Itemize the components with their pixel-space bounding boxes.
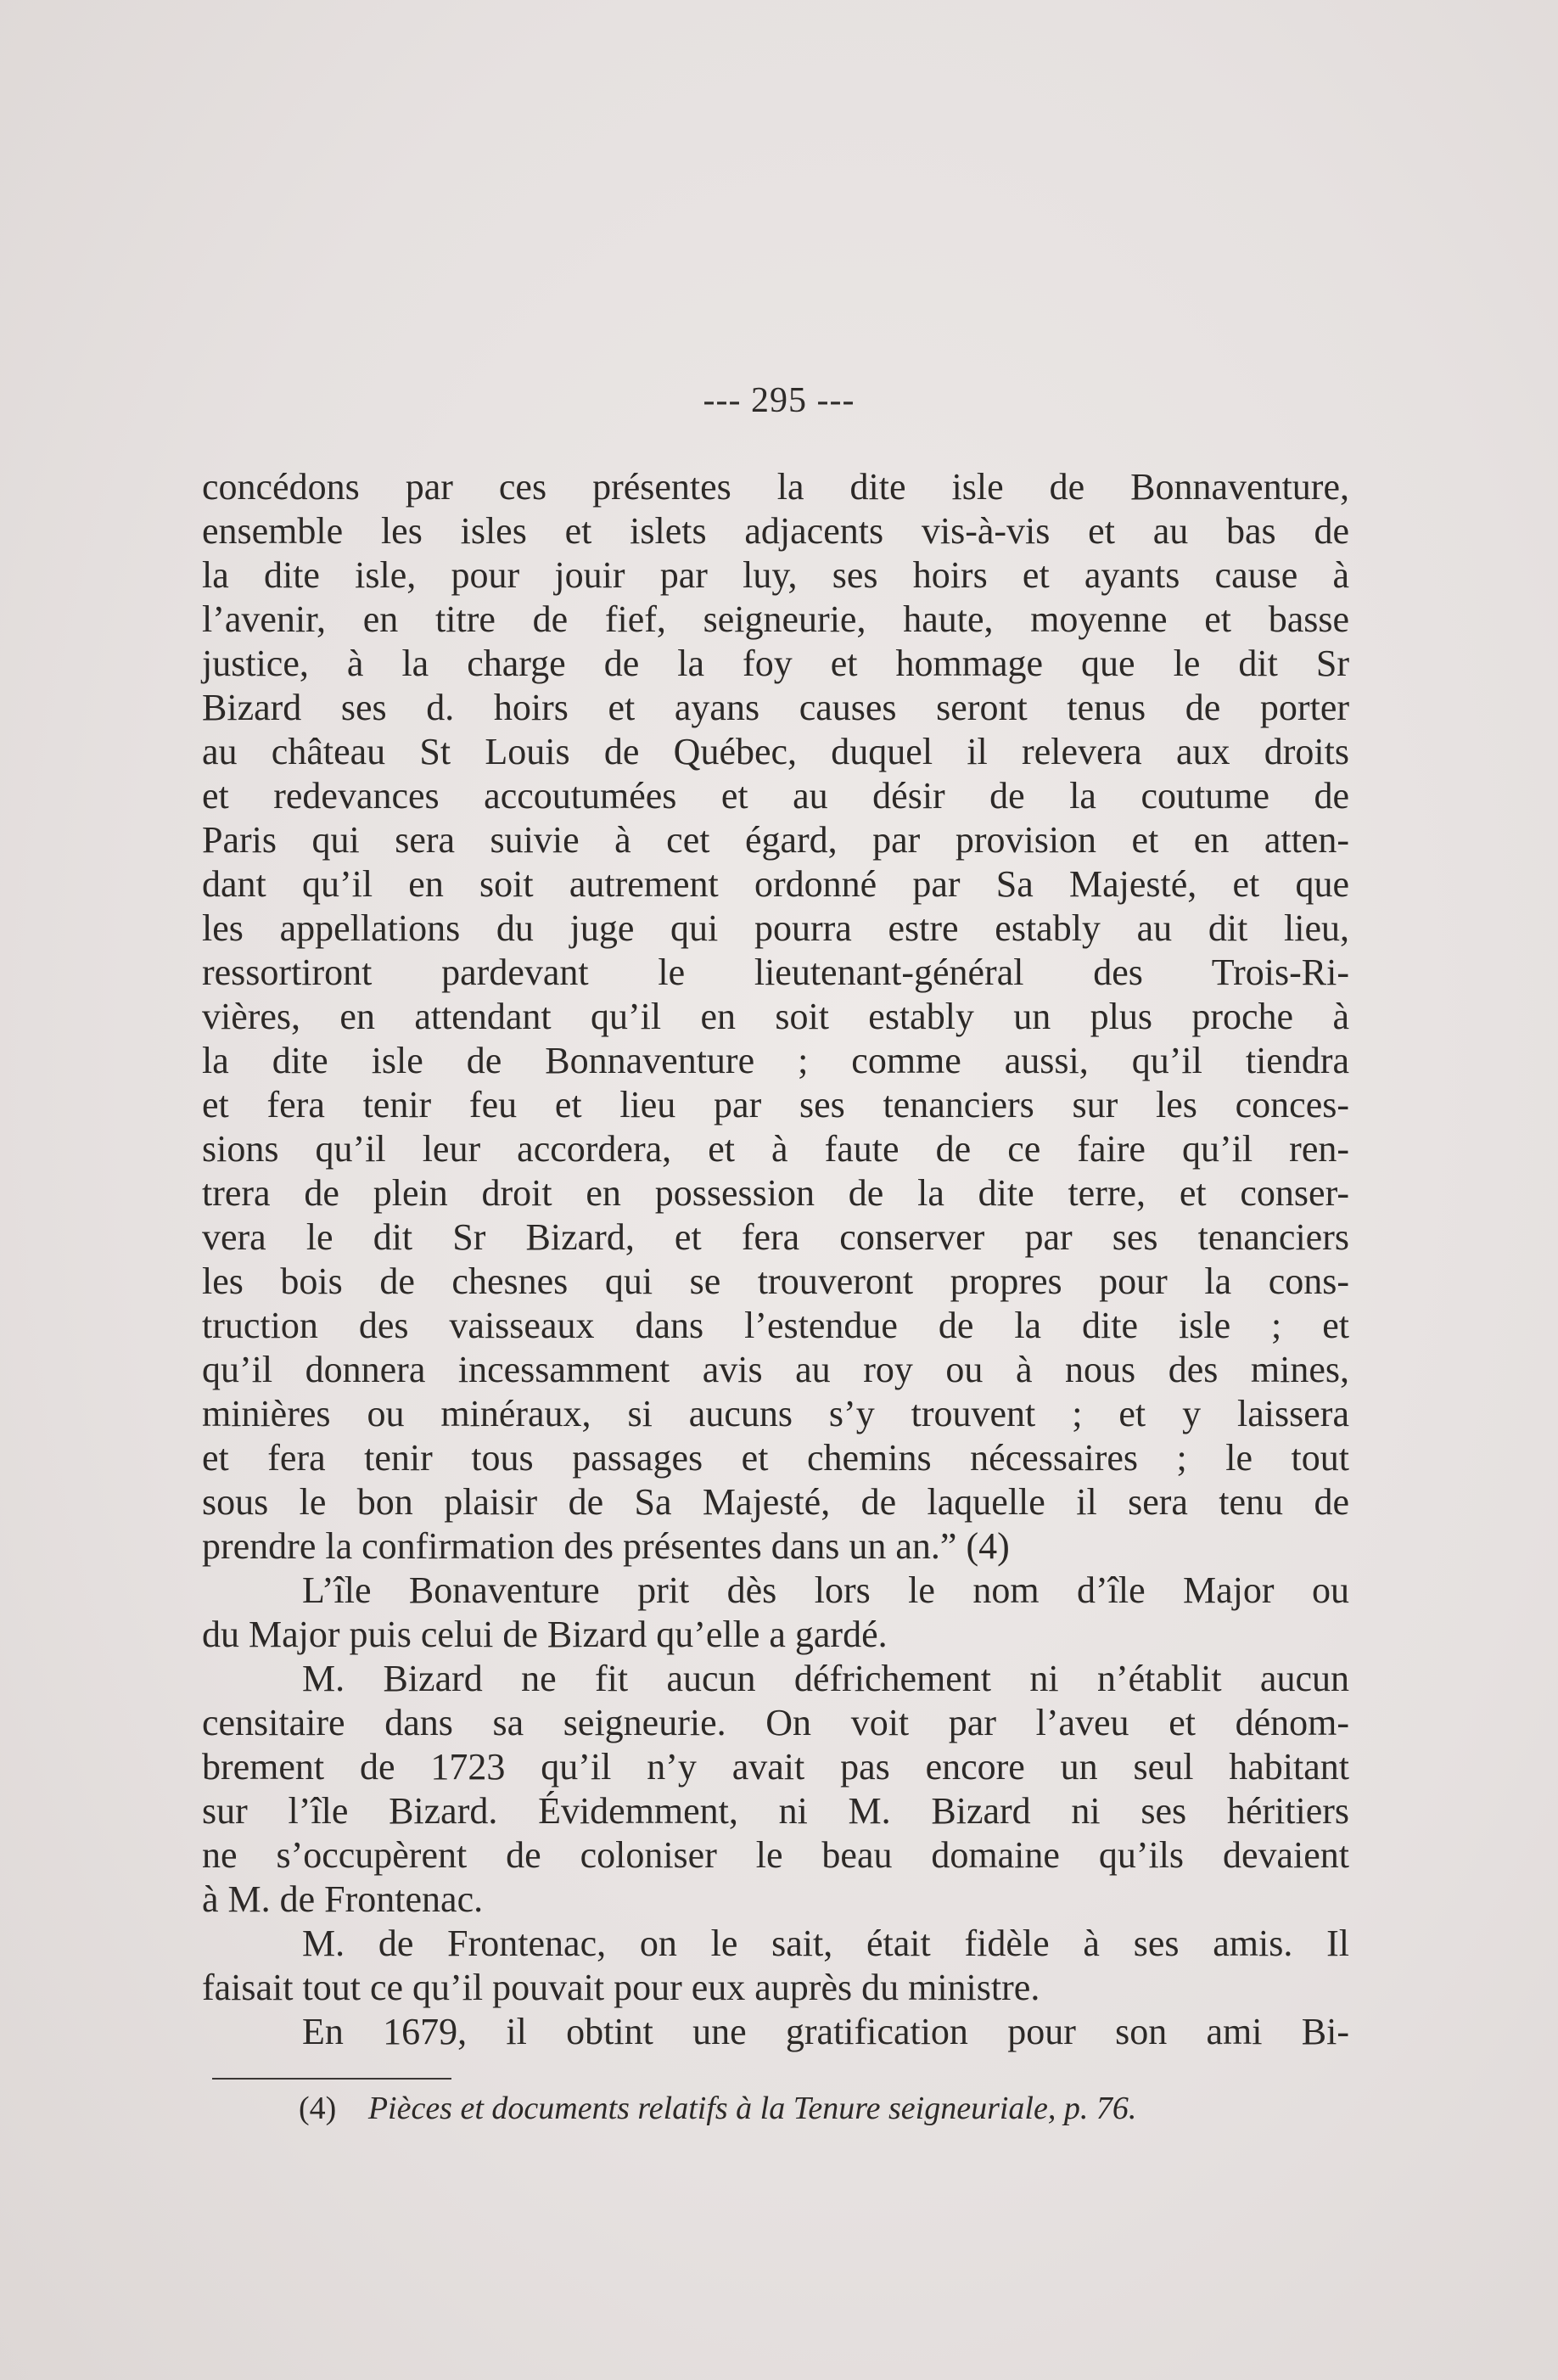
text-line: sions qu’il leur accordera, et à faute de ce faire qu’il ren- xyxy=(202,1128,1349,1170)
text-line: prendre la confirmation des présentes dans un an.” (4) xyxy=(202,1525,1010,1567)
text-line: minières ou minéraux, si aucuns s’y trouvent ; et y laissera xyxy=(202,1393,1349,1434)
text-line: M. de Frontenac, on le sait, était fidèle à ses amis. Il xyxy=(302,1923,1349,1964)
text-line: du Major puis celui de Bizard qu’elle a gardé. xyxy=(202,1614,888,1655)
text-line: la dite isle, pour jouir par luy, ses hoirs et ayants cause à xyxy=(202,554,1349,596)
text-line: dant qu’il en soit autrement ordonné par Sa Majesté, et que xyxy=(202,863,1349,905)
footnote xyxy=(299,2088,1136,2129)
body-text xyxy=(202,465,1349,2054)
text-line: l’avenir, en titre de fief, seigneurie, haute, moyenne et basse xyxy=(202,598,1349,640)
text-line: ne s’occupèrent de coloniser le beau domaine qu’ils devaient xyxy=(202,1834,1349,1876)
text-line: sur l’île Bizard. Évidemment, ni M. Bizard ni ses héritiers xyxy=(202,1790,1349,1832)
text-line: les bois de chesnes qui se trouveront propres pour la cons- xyxy=(202,1260,1349,1302)
text-line: censitaire dans sa seigneurie. On voit par l’aveu et dénom- xyxy=(202,1702,1349,1743)
text-line: vières, en attendant qu’il en soit estably un plus proche à xyxy=(202,996,1349,1037)
text-line: au château St Louis de Québec, duquel il relevera aux droits xyxy=(202,731,1349,772)
text-line: faisait tout ce qu’il pouvait pour eux auprès du ministre. xyxy=(202,1967,1040,2008)
text-line: Paris qui sera suivie à cet égard, par provision et en atten- xyxy=(202,819,1349,861)
text-line: L’île Bonaventure prit dès lors le nom d’île Major ou xyxy=(302,1569,1349,1611)
text-line: et redevances accoutumées et au désir de la coutume de xyxy=(202,775,1349,817)
text-line: concédons par ces présentes la dite isle de Bonnaventure, xyxy=(202,466,1349,508)
footnote-text: Pièces et documents relatifs à la Tenure seigneuriale, p. 76. xyxy=(367,2091,1137,2126)
paragraph-bizard-seigneurie xyxy=(202,1657,1349,1922)
text-line: M. Bizard ne fit aucun défrichement ni n’établit aucun xyxy=(302,1658,1349,1699)
paragraph-frontenac xyxy=(202,1922,1349,2010)
text-line: sous le bon plaisir de Sa Majesté, de laquelle il sera tenu de xyxy=(202,1481,1349,1523)
text-line: truction des vaisseaux dans l’estendue de la dite isle ; et xyxy=(202,1305,1349,1346)
footnote-marker: (4) xyxy=(299,2091,337,2126)
text-line: justice, à la charge de la foy et hommage que le dit Sr xyxy=(202,643,1349,684)
text-line: trera de plein droit en possession de la dite terre, et conser- xyxy=(202,1172,1349,1214)
text-line: ressortiront pardevant le lieutenant-général des Trois-Ri- xyxy=(202,951,1349,993)
text-line: la dite isle de Bonnaventure ; comme aussi, qu’il tiendra xyxy=(202,1040,1349,1081)
text-line: à M. de Frontenac. xyxy=(202,1878,484,1920)
text-line: qu’il donnera incessamment avis au roy ou à nous des mines, xyxy=(202,1349,1349,1390)
footnote-divider xyxy=(212,2078,451,2080)
text-line: les appellations du juge qui pourra estre estably au dit lieu, xyxy=(202,907,1349,949)
paragraph-charter-quote xyxy=(202,465,1349,1569)
page-number: --- 295 --- xyxy=(703,381,855,420)
text-line: ensemble les isles et islets adjacents vis-à-vis et au bas de xyxy=(202,510,1349,552)
text-line: brement de 1723 qu’il n’y avait pas encore un seul habitant xyxy=(202,1746,1349,1788)
text-line: Bizard ses d. hoirs et ayans causes seront tenus de porter xyxy=(202,687,1349,728)
paragraph-gratification xyxy=(202,2010,1349,2054)
text-line: En 1679, il obtint une gratification pour son ami Bi- xyxy=(302,2011,1349,2052)
text-line: et fera tenir feu et lieu par ses tenanciers sur les conces- xyxy=(202,1084,1349,1125)
paragraph-ile-major xyxy=(202,1569,1349,1657)
text-line: et fera tenir tous passages et chemins nécessaires ; le tout xyxy=(202,1437,1349,1479)
text-line: vera le dit Sr Bizard, et fera conserver par ses tenanciers xyxy=(202,1216,1349,1258)
